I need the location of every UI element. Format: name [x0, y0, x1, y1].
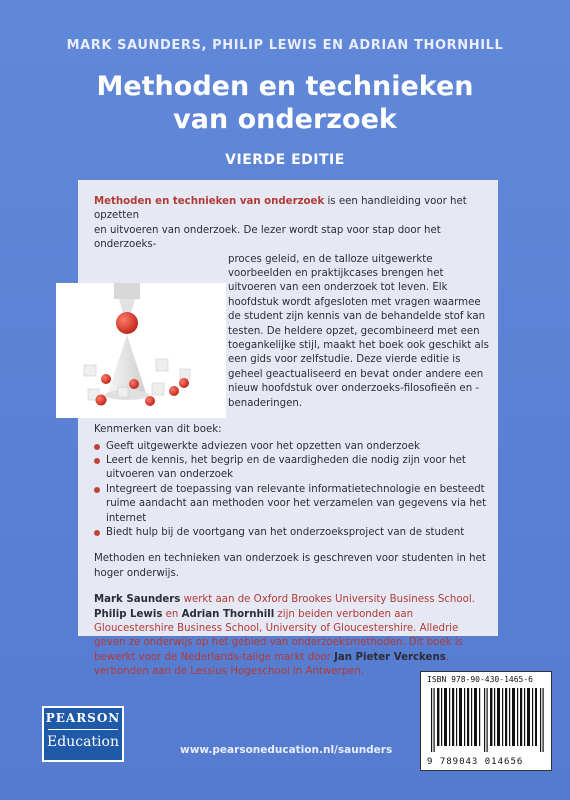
intro-line2: en uitvoeren van onderzoek. De lezer wordt stap voor stap door het onderzoeks-	[94, 224, 441, 251]
barcode-bars	[429, 688, 545, 752]
author-bio	[94, 593, 490, 679]
bullet-icon	[94, 444, 100, 450]
barcode-number: 9 789043 014656	[427, 757, 524, 767]
bio-text-3: , verbonden aan de Lessius Hogeschool in Antwerpen.	[94, 651, 450, 678]
intro-wrapped-text: proces geleid, en de talloze uitgewerkte voorbeelden en praktijkcases brengen het uitvoeren van een onderzoek tot leven. Elk hoofdstuk wordt afgesloten met vragen waarmee de student zijn kennis van de behandelde stof kan testen. De heldere opzet, gecombineerd met een toegankelijke stijl, maakt het boek ook geschikt als een gids voor zelfstudie. Deze vierde editie is geheel geactualiseerd en bevat onder andere een nieuw hoofdstuk over onderzoeks-filosofieën en -benaderingen.	[228, 253, 489, 409]
bullet-icon	[94, 530, 100, 536]
edition-label: VIERDE EDITIE	[225, 152, 345, 168]
bullet-icon	[94, 458, 100, 464]
authors-line: MARK SAUNDERS, PHILIP LEWIS EN ADRIAN THORNHILL	[66, 38, 504, 53]
author-name-2: Philip Lewis	[94, 608, 163, 620]
bio-text-1: werkt aan de Oxford Brookes University Business School.	[180, 594, 475, 606]
author-name-1: Mark Saunders	[94, 594, 181, 606]
spheres-cubes-illustration	[56, 283, 226, 418]
feature-item: Integreert de toepassing van relevante informatietechnologie en besteedt ruime aandacht aan methoden voor het verzamelen van gegevens via het internet	[94, 483, 490, 526]
feature-item: Biedt hulp bij de voortgang van het onderzoeksproject van de student	[94, 526, 490, 540]
title-line-1: Methoden en technieken	[96, 71, 474, 102]
author-name-3: Adrian Thornhill	[181, 608, 275, 620]
publisher-url[interactable]: www.pearsoneducation.nl/saunders	[180, 744, 393, 756]
bullet-icon	[94, 487, 100, 493]
intro-wrap	[94, 253, 490, 411]
description-panel	[78, 180, 498, 678]
logo-divider	[48, 729, 118, 730]
intro-highlight: Methoden en technieken van onderzoek	[94, 196, 325, 207]
book-title	[0, 70, 570, 136]
intro-line1-rest: is een handleiding voor het opzetten	[94, 196, 467, 222]
bio-text-2: zijn beiden verbonden aan Gloucestershire Business School, University of Gloucestershire. Alledrie geven ze onderwijs op het gebied van onderzoeksmethoden. Dit boek is bewerkt voor de Nederlands-talige markt door	[94, 608, 463, 663]
intro-top	[94, 195, 490, 253]
features-list	[94, 440, 490, 541]
author-name-4: Jan Pieter Verckens	[334, 651, 446, 663]
features-section	[94, 423, 490, 540]
title-line-2: van onderzoek	[173, 104, 397, 135]
pearson-education-logo	[42, 706, 124, 762]
bio-and: en	[162, 608, 182, 620]
closing-text: Methoden en technieken van onderzoek is geschreven voor studenten in het hoger onderwijs.	[94, 553, 486, 579]
barcode	[420, 671, 552, 771]
description-text	[94, 195, 490, 680]
feature-item: Leert de kennis, het begrip en de vaardigheden die nodig zijn voor het uitvoeren van onderzoek	[94, 454, 490, 483]
features-heading: Kenmerken van dit boek:	[94, 424, 222, 436]
feature-item: Geeft uitgewerkte adviezen voor het opzetten van onderzoek	[94, 440, 490, 454]
cover-illustration	[56, 283, 226, 418]
isbn-text: ISBN 978-90-430-1465-6	[427, 675, 533, 684]
logo-pearson: PEARSON	[45, 711, 121, 725]
logo-education: Education	[47, 734, 119, 750]
